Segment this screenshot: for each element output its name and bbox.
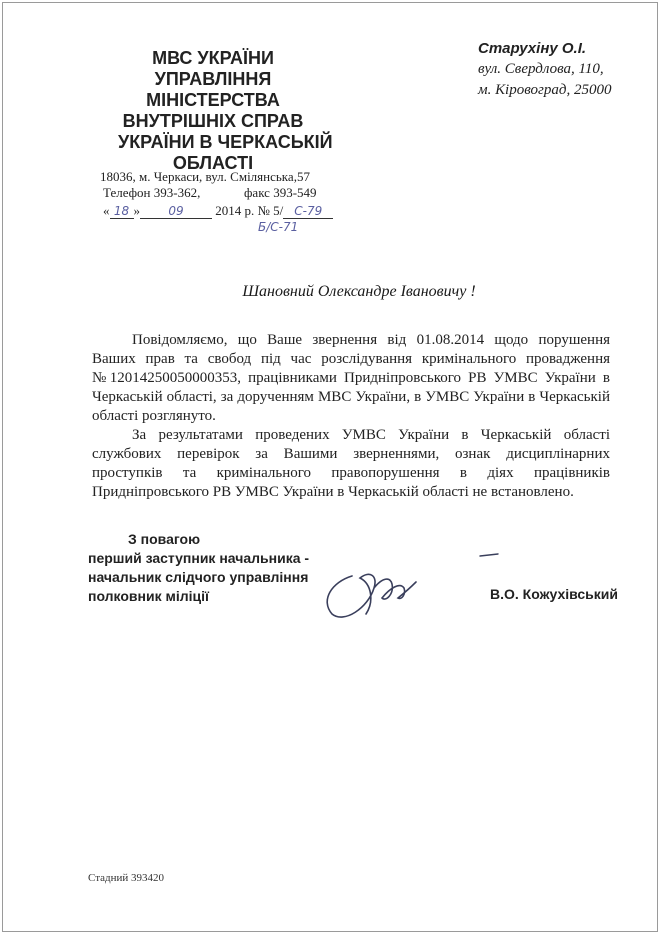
sender-organization (118, 48, 333, 174)
position-line: перший заступник начальника - (88, 550, 310, 566)
position-line: полковник міліції (88, 588, 209, 604)
ref-number: С-79 (283, 204, 333, 219)
recipient-block (478, 38, 611, 101)
ref-number-handwritten: Б/С-71 (258, 220, 299, 234)
sender-fax: факс 393-549 (244, 185, 317, 200)
org-line: ВНУТРІШНІХ СПРАВ (122, 111, 304, 131)
signature-block (88, 530, 309, 606)
recipient-city: м. Кіровоград, 25000 (478, 82, 612, 98)
outgoing-date-number (103, 203, 333, 219)
closing: З повагою (128, 531, 201, 547)
paragraph: Повідомляємо, що Ваше звернення від 01.08.2014 щодо порушення Ваших прав та свобод під час розслідування кримінального провадження №12014250050000353, працівниками Придніпровського РВ УМВС України в Черкаській області, за дорученням МВС України, в УМВС України в Черкаській області розглянуто. (92, 332, 610, 424)
sender-phone: Телефон 393-362, (103, 185, 201, 200)
org-line: ОБЛАСТІ (172, 153, 254, 173)
org-line: УПРАВЛІННЯ (154, 69, 272, 89)
org-line: УКРАЇНИ В ЧЕРКАСЬКІЙ (118, 132, 333, 152)
date-month: 09 (140, 204, 212, 219)
greeting: Шановний Олександре Івановичу ! (242, 283, 476, 300)
position-line: начальник слідчого управління (88, 569, 309, 585)
date-quote-open: « (103, 203, 110, 218)
letter-body (92, 331, 610, 502)
date-quote-close: » (133, 203, 140, 218)
executor-note: Стадний 393420 (88, 872, 165, 884)
org-line: МВС УКРАЇНИ (152, 48, 274, 68)
date-year-number: 2014 р. № 5/ (215, 203, 284, 218)
recipient-street: вул. Свердлова, 110, (478, 61, 604, 77)
paragraph: За результатами проведених УМВС України в Черкаській області службових перевірок за Вашими зверненнями, ознак дисциплінарних проступків та кримінального правопорушення в діях працівників Придніпровського РВ УМВС України в Черкаській області не встановлено. (92, 427, 610, 500)
sender-address: 18036, м. Черкаси, вул. Смілянська,57 (100, 169, 310, 184)
signer-name: В.О. Кожухівський (490, 586, 619, 602)
recipient-name: Старухіну О.І. (478, 40, 587, 57)
date-day: 18 (110, 204, 134, 219)
org-line: МІНІСТЕРСТВА (146, 90, 280, 110)
